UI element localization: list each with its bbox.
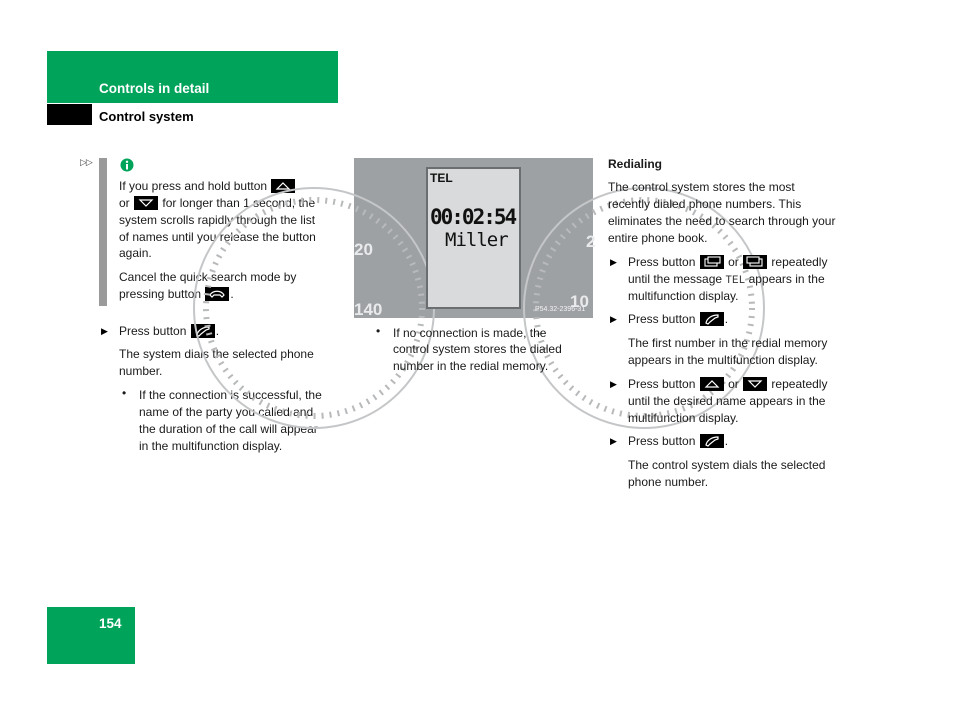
bullet-line: number in the redial memory.: [393, 359, 549, 373]
gauge-label: 20: [354, 240, 373, 259]
intro-line: recently dialed phone numbers. This: [608, 197, 802, 211]
scroll-up-button-icon: [700, 377, 724, 391]
page-forward-button-icon: [700, 255, 724, 269]
call-duration: 00:02:54: [430, 205, 516, 229]
info-line: of names until you release the button: [119, 230, 316, 244]
redialing-heading: Redialing: [608, 157, 663, 171]
subsection-marker: [47, 104, 92, 125]
result-line: phone number.: [628, 475, 709, 489]
result-line: The control system dials the selected: [628, 458, 826, 472]
bullet-line: the duration of the call will appear: [139, 422, 318, 436]
result-line: number.: [119, 364, 163, 378]
result-line: The first number in the redial memory: [628, 336, 828, 350]
intro-line: The control system stores the most: [608, 180, 795, 194]
info-line: again.: [119, 246, 152, 260]
step-arrow-icon: ▶: [610, 314, 617, 324]
scroll-down-button-icon: [134, 196, 158, 210]
step-line: multifunction display.: [628, 411, 739, 425]
step-arrow-icon: ▶: [610, 257, 617, 267]
info-line: Cancel the quick search mode by: [119, 270, 297, 284]
call-button-icon: [700, 312, 724, 326]
bullet-line: name of the party you called and: [139, 405, 314, 419]
continuation-mark: ▷▷: [80, 157, 92, 167]
result-line: appears in the multifunction display.: [628, 353, 818, 367]
multifunction-display: [426, 167, 521, 309]
intro-line: eliminates the need to search through your: [608, 214, 836, 228]
info-line: or for longer than 1 second, the: [119, 196, 316, 210]
step-line: Press button .: [628, 434, 729, 448]
info-icon: [120, 158, 134, 172]
bullet-line: control system stores the dialed: [393, 342, 562, 356]
bullet-line: If no connection is made, the: [393, 326, 547, 340]
bullet-line: in the multifunction display.: [139, 439, 283, 453]
gauge-label: 2: [586, 232, 596, 251]
step-line: Press button or repeatedly: [628, 377, 828, 391]
info-line: pressing button .: [119, 287, 234, 301]
step-line: multifunction display.: [628, 289, 739, 303]
bullet-dot: •: [376, 324, 381, 338]
gauge-label: 10: [570, 292, 589, 311]
figure-code: P54.32-2396-31: [535, 306, 586, 313]
info-line: system scrolls rapidly through the list: [119, 213, 316, 227]
info-line: If you press and hold button: [119, 178, 296, 195]
gauge-label: 140: [354, 300, 383, 319]
result-line: The system dials the selected phone: [119, 347, 314, 361]
step-line: Press button .: [628, 312, 729, 326]
subsection-title: Control system: [99, 109, 194, 124]
call-button-icon: [191, 324, 215, 338]
page-back-button-icon: [743, 255, 767, 269]
page-number: 154: [99, 616, 122, 631]
section-title: Controls in detail: [99, 81, 210, 96]
step-arrow-icon: ▶: [610, 436, 617, 446]
step-line: Press button .: [119, 324, 220, 338]
display-label: TEL: [430, 171, 453, 185]
scroll-down-button-icon: [743, 377, 767, 391]
step-line: until the desired name appears in the: [628, 394, 826, 408]
call-button-icon: [700, 434, 724, 448]
intro-line: entire phone book.: [608, 231, 708, 245]
step-arrow-icon: ▶: [101, 326, 108, 336]
display-message: TEL: [725, 275, 746, 287]
contact-name: Miller: [445, 229, 508, 251]
bullet-line: If the connection is successful, the: [139, 388, 322, 402]
bullet-dot: •: [122, 386, 127, 400]
step-arrow-icon: ▶: [610, 379, 617, 389]
info-sidebar: [99, 158, 107, 306]
step-line: Press button or repeatedly: [628, 255, 828, 269]
step-line: until the message TEL appears in the: [628, 272, 825, 287]
